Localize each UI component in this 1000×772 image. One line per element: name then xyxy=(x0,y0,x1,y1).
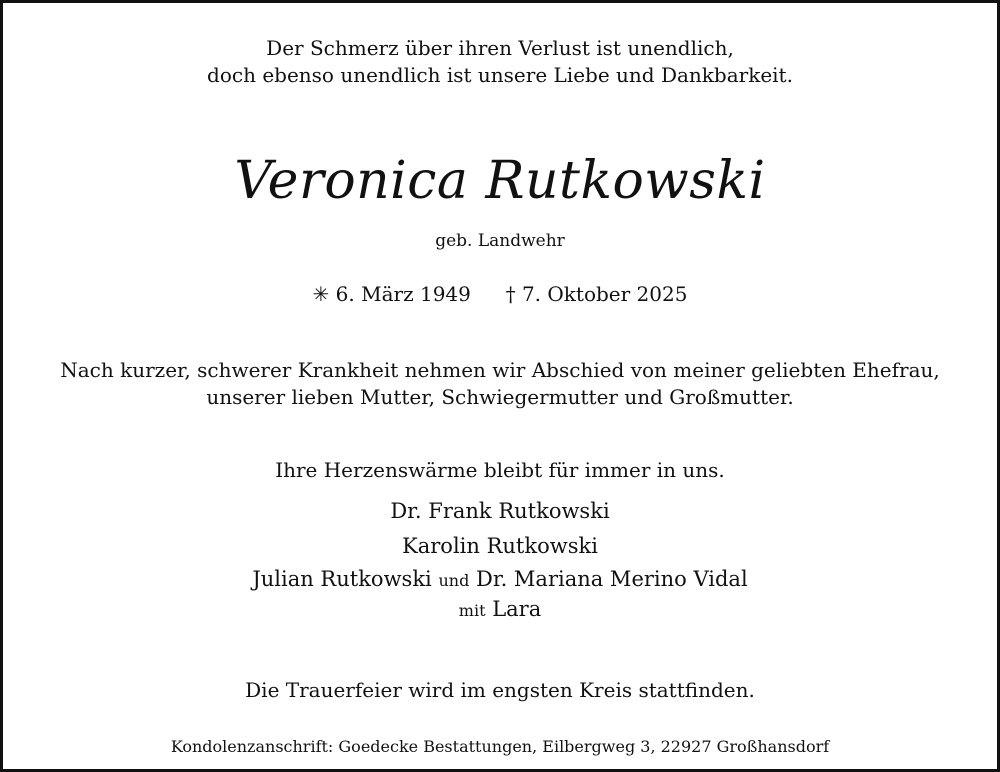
closing-quote: Ihre Herzenswärme bleibt für immer in uns. xyxy=(275,458,725,482)
birth-star-icon: ✳ xyxy=(312,282,330,306)
mourner-4 xyxy=(3,599,997,620)
death-cross-icon: † xyxy=(505,282,516,306)
mourner-3a: Julian Rutkowski xyxy=(252,567,432,591)
with-word: mit xyxy=(458,601,486,620)
mourner-3 xyxy=(3,569,997,590)
maiden-name: geb. Landwehr xyxy=(435,231,565,251)
opening-quote-line-1: Der Schmerz über ihren Verlust ist unendlich, xyxy=(266,36,734,60)
condolence-address: Kondolenzanschrift: Goedecke Bestattungen, Eilbergweg 3, 22927 Großhansdorf xyxy=(170,737,830,756)
announcement-line-1: Nach kurzer, schwerer Krankheit nehmen wir Abschied von meiner geliebten Ehefrau, xyxy=(60,358,940,382)
announcement-line-2: unserer lieben Mutter, Schwiegermutter und Großmutter. xyxy=(206,385,794,409)
birth-date: 6. März 1949 xyxy=(335,282,471,306)
opening-quote-line-2: doch ebenso unendlich ist unsere Liebe und Dankbarkeit. xyxy=(207,63,793,87)
grandchild-name: Lara xyxy=(492,597,542,621)
deceased-name: Veronica Rutkowski xyxy=(234,151,766,211)
mourner-3b: Dr. Mariana Merino Vidal xyxy=(476,567,748,591)
death-date: 7. Oktober 2025 xyxy=(521,282,688,306)
service-note: Die Trauerfeier wird im engsten Kreis stattfinden. xyxy=(245,678,755,702)
conjunction: und xyxy=(438,571,470,590)
mourner-1: Dr. Frank Rutkowski xyxy=(390,499,610,523)
mourner-2: Karolin Rutkowski xyxy=(402,534,598,558)
life-dates xyxy=(3,284,997,304)
